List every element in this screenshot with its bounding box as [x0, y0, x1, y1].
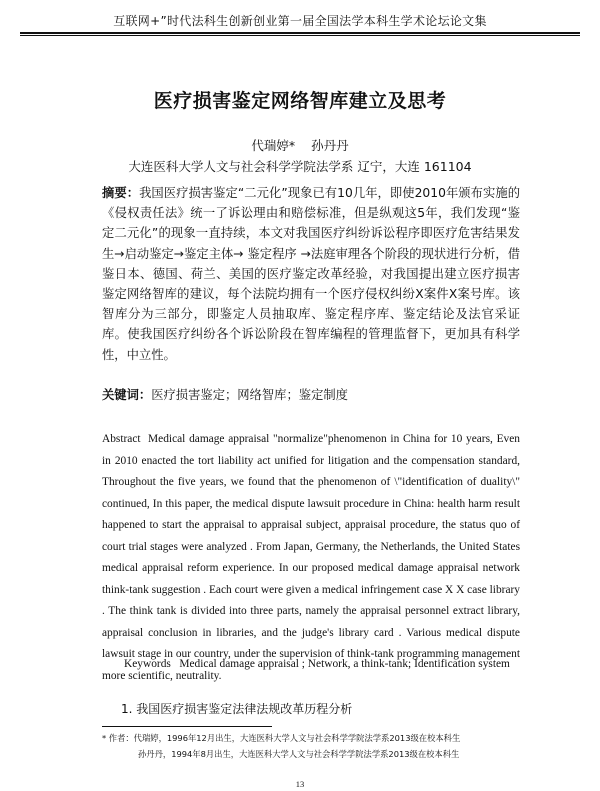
affiliation: 大连医科大学人文与社会科学学院法学系 辽宁，大连 161104	[128, 159, 472, 174]
keywords-en-text: Medical damage appraisal ; Network, a think-tank; Identification system	[179, 658, 510, 670]
running-header: 互联网+”时代法科生创新创业第一届全国法学本科生学术论坛论文集	[113, 14, 487, 28]
keywords-cn-label: 关键词：	[102, 388, 152, 402]
abstract-en-text: Medical damage appraisal "normalize"phenomenon in China for 10 years, Even in 2010 enacted the tort liability act unified for litigation and the compensation standard, Throughout the five years, we found that the phenomenon of \"identification of duality\" continued, In this paper, the medical dispute lawsuit procedure in China: health harm result happened to start the appraisal to appraisal subject, appraisal procedure, the status quo of court trial stages were analyzed . From Japan, Germany, the Netherlands, the United States medical appraisal reform experience. In our proposed medical damage appraisal network think-tank suggestion . Each court were given a medical infringement case X X case library . The think tank is divided into three parts, namely the appraisal personnel extract library, appraisal conclusion in libraries, and the judge's library card . Various medical dispute lawsuit stage in our country, under the supervision of think-tank programming management more scientific, neutrality.	[102, 433, 520, 682]
paper-title: 医疗损害鉴定网络智库建立及思考	[153, 90, 447, 112]
abstract-en-label: Abstract	[102, 433, 141, 445]
author-2: 孙丹丹	[311, 138, 349, 153]
abstract-cn-label: 摘要：	[102, 186, 140, 200]
keywords-cn	[102, 385, 520, 403]
author-1-footnote-mark: *	[288, 138, 296, 153]
page-number: 13	[295, 779, 305, 789]
abstract-cn-text: 我国医疗损害鉴定“二元化”现象已有10几年，即使2010年颁布实施的《侵权责任法》统一了诉讼理由和赔偿标准，但是纵观这5年，我们发现“鉴定二元化”的现象一直持续，本文对我国医疗纠纷诉讼程序即医疗危害结果发生→启动鉴定→鉴定主体→ 鉴定程序 →法庭审理各个阶段的现状进行分析，借鉴日本、德国、荷兰、美国的医疗鉴定改革经验，对我国提出建立医疗损害鉴定网络智库的建议，每个法院均拥有一个医疗侵权纠纷X案件X案号库。该智库分为三部分，即鉴定人员抽取库、鉴定程序库、鉴定结论及法官采证库。使我国医疗纠纷各个诉讼阶段在智库编程的管理监督下，更加具有科学性，中立性。	[102, 186, 520, 362]
keywords-cn-text: 医疗损害鉴定；网络智库；鉴定制度	[151, 388, 348, 402]
section-heading: 1. 我国医疗损害鉴定法律法规改革历程分析	[121, 702, 353, 716]
keywords-en	[102, 654, 520, 675]
footnote-line-2: 孙丹丹，1994年8月出生，大连医科大学人文与社会科学学院法学系2013级在校本科生	[138, 749, 460, 759]
author-1: 代瑞婷	[251, 138, 289, 153]
keywords-en-label: Keywords	[124, 658, 171, 670]
footnote-line-1: * 作者：代瑞婷，1996年12月出生，大连医科大学人文与社会科学学院法学系2013级在校本科生	[102, 733, 461, 743]
footnote-rule	[102, 726, 272, 727]
abstract-en	[102, 429, 520, 687]
abstract-cn	[102, 183, 520, 365]
author-line	[40, 136, 560, 154]
header-rule-thin	[20, 35, 580, 36]
header-rule-thick	[20, 32, 580, 34]
